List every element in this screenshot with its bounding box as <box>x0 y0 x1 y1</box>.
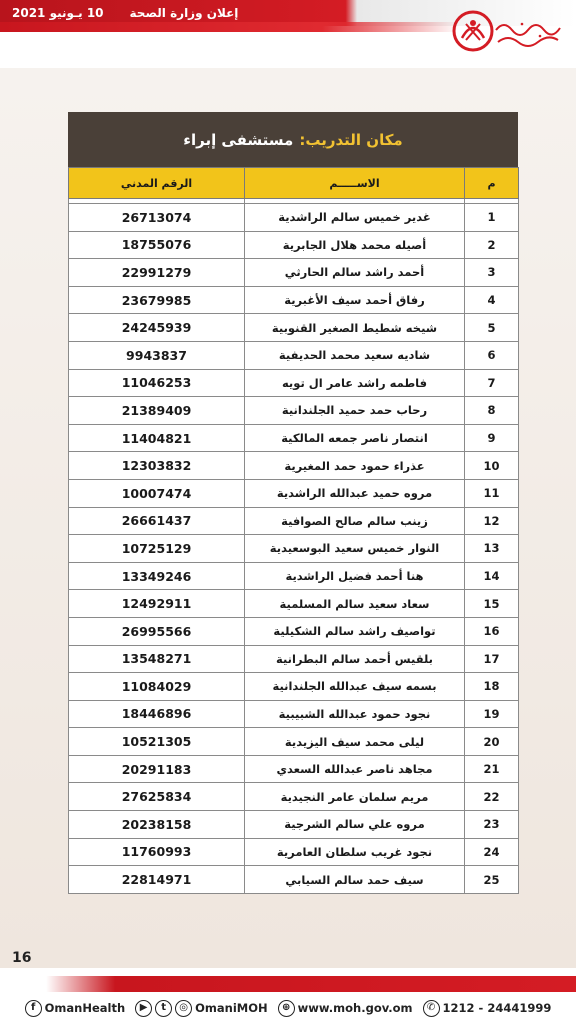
row-number: 3 <box>465 259 519 287</box>
row-name: مجاهد ناصر عبدالله السعدي <box>245 755 465 783</box>
table-row <box>69 617 519 645</box>
row-civil-id: 13349246 <box>69 562 245 590</box>
row-civil-id: 22991279 <box>69 259 245 287</box>
row-name: أحمد راشد سالم الحارثي <box>245 259 465 287</box>
row-civil-id: 20291183 <box>69 755 245 783</box>
row-civil-id: 24245939 <box>69 314 245 342</box>
youtube-icon: ▶ <box>135 1000 152 1017</box>
table-row <box>69 728 519 756</box>
row-civil-id: 10725129 <box>69 535 245 563</box>
table-body <box>69 199 519 894</box>
row-civil-id: 9943837 <box>69 341 245 369</box>
table-row <box>69 369 519 397</box>
row-civil-id: 10521305 <box>69 728 245 756</box>
row-number: 22 <box>465 783 519 811</box>
row-name: شاديه سعيد محمد الحديفية <box>245 341 465 369</box>
row-number: 24 <box>465 838 519 866</box>
row-number: 5 <box>465 314 519 342</box>
row-name: النوار خميس سعيد البوسعيدية <box>245 535 465 563</box>
row-civil-id: 26661437 <box>69 507 245 535</box>
row-number: 4 <box>465 286 519 314</box>
row-name: بسمه سيف عبدالله الجلندانية <box>245 673 465 701</box>
row-civil-id: 22814971 <box>69 866 245 894</box>
row-number: 14 <box>465 562 519 590</box>
phone-number: 1212 - 24441999 <box>442 1001 552 1015</box>
table-row <box>69 259 519 287</box>
table-row <box>69 838 519 866</box>
row-civil-id: 20238158 <box>69 811 245 839</box>
row-civil-id: 18446896 <box>69 700 245 728</box>
row-number: 10 <box>465 452 519 480</box>
table-row <box>69 783 519 811</box>
row-number: 16 <box>465 617 519 645</box>
table-row <box>69 866 519 894</box>
row-civil-id: 11046253 <box>69 369 245 397</box>
row-name: سيف حمد سالم السيابي <box>245 866 465 894</box>
row-name: مروه علي سالم الشرجية <box>245 811 465 839</box>
row-number: 9 <box>465 424 519 452</box>
row-name: عذراء حمود حمد المغيرية <box>245 452 465 480</box>
table-row <box>69 424 519 452</box>
row-name: رحاب حمد حميد الجلندانية <box>245 397 465 425</box>
table-row <box>69 452 519 480</box>
table-row <box>69 590 519 618</box>
row-civil-id: 21389409 <box>69 397 245 425</box>
row-name: انتصار ناصر جمعه المالكية <box>245 424 465 452</box>
row-number: 25 <box>465 866 519 894</box>
footer-facebook[interactable] <box>25 1000 126 1017</box>
row-name: سعاد سعيد سالم المسلمية <box>245 590 465 618</box>
row-name: رفاق أحمد سيف الأغبرية <box>245 286 465 314</box>
row-civil-id: 11404821 <box>69 424 245 452</box>
page-number: 16 <box>12 950 32 966</box>
row-name: فاطمه راشد عامر ال تويه <box>245 369 465 397</box>
header-announcement: إعلان وزارة الصحة <box>129 6 239 20</box>
table-row <box>69 700 519 728</box>
training-location-value: مستشفى إبراء <box>183 130 294 149</box>
row-number: 12 <box>465 507 519 535</box>
row-civil-id: 23679985 <box>69 286 245 314</box>
table-header-row <box>69 168 519 199</box>
globe-icon: ⊕ <box>278 1000 295 1017</box>
row-name: بلقيس أحمد سالم البطرانية <box>245 645 465 673</box>
row-name: أصيله محمد هلال الجابرية <box>245 231 465 259</box>
row-civil-id: 26713074 <box>69 204 245 232</box>
row-number: 20 <box>465 728 519 756</box>
trainees-table <box>68 167 519 894</box>
column-header-number: م <box>465 168 519 199</box>
table-row <box>69 341 519 369</box>
row-civil-id: 12492911 <box>69 590 245 618</box>
facebook-handle: OmanHealth <box>44 1001 126 1015</box>
table-row <box>69 314 519 342</box>
table-title-bar <box>68 112 518 167</box>
row-civil-id: 27625834 <box>69 783 245 811</box>
row-number: 6 <box>465 341 519 369</box>
header-swoosh <box>0 22 460 32</box>
row-civil-id: 18755076 <box>69 231 245 259</box>
row-civil-id: 26995566 <box>69 617 245 645</box>
row-number: 17 <box>465 645 519 673</box>
row-name: ليلى محمد سيف اليزيدية <box>245 728 465 756</box>
row-number: 21 <box>465 755 519 783</box>
table-row <box>69 507 519 535</box>
row-civil-id: 11760993 <box>69 838 245 866</box>
row-name: غدير خميس سالم الراشدية <box>245 204 465 232</box>
table-row <box>69 397 519 425</box>
twitter-icon: t <box>155 1000 172 1017</box>
table-row <box>69 204 519 232</box>
row-civil-id: 13548271 <box>69 645 245 673</box>
table-row <box>69 673 519 701</box>
trainees-table-card <box>68 112 518 894</box>
row-number: 18 <box>465 673 519 701</box>
row-number: 13 <box>465 535 519 563</box>
row-name: شيخه شطيط الصغير القنوبية <box>245 314 465 342</box>
table-row <box>69 231 519 259</box>
row-name: تواصيف راشد سالم الشكيلية <box>245 617 465 645</box>
row-name: مريم سلمان عامر النجيدية <box>245 783 465 811</box>
row-civil-id: 12303832 <box>69 452 245 480</box>
footer-red-band <box>0 976 576 992</box>
row-name: مروه حميد عبدالله الراشدية <box>245 479 465 507</box>
table-row <box>69 535 519 563</box>
footer-phone[interactable] <box>423 1000 552 1017</box>
column-header-name: الاســـــم <box>245 168 465 199</box>
footer-social[interactable] <box>135 1000 268 1017</box>
ministry-calligraphy-logo <box>492 18 564 48</box>
row-number: 11 <box>465 479 519 507</box>
row-number: 7 <box>465 369 519 397</box>
table-row <box>69 755 519 783</box>
main-content <box>0 68 576 968</box>
page-header <box>0 0 576 68</box>
training-location-label: مكان التدريب: <box>299 130 403 149</box>
row-civil-id: 10007474 <box>69 479 245 507</box>
website-url: www.moh.gov.om <box>297 1001 413 1015</box>
table-row <box>69 479 519 507</box>
table-row <box>69 286 519 314</box>
row-name: زينب سالم صالح الصوافية <box>245 507 465 535</box>
column-header-civil-id: الرقم المدني <box>69 168 245 199</box>
row-number: 1 <box>465 204 519 232</box>
phone-icon: ✆ <box>423 1000 440 1017</box>
ministry-logo <box>450 4 566 62</box>
row-number: 23 <box>465 811 519 839</box>
table-row <box>69 645 519 673</box>
row-civil-id: 11084029 <box>69 673 245 701</box>
row-number: 2 <box>465 231 519 259</box>
header-text-group <box>12 4 238 22</box>
instagram-icon: ◎ <box>175 1000 192 1017</box>
header-date: 10 يـونيو 2021 <box>12 6 104 20</box>
oman-emblem-icon <box>452 10 494 52</box>
table-row <box>69 811 519 839</box>
row-name: نجود حمود عبدالله الشبيبية <box>245 700 465 728</box>
social-handle: OmaniMOH <box>195 1001 268 1015</box>
page-footer <box>0 992 576 1024</box>
row-number: 8 <box>465 397 519 425</box>
row-name: هنا أحمد فضيل الراشدية <box>245 562 465 590</box>
row-number: 15 <box>465 590 519 618</box>
footer-website[interactable] <box>278 1000 413 1017</box>
facebook-icon: f <box>25 1000 42 1017</box>
row-number: 19 <box>465 700 519 728</box>
row-name: نجود غريب سلطان العامرية <box>245 838 465 866</box>
table-row <box>69 562 519 590</box>
